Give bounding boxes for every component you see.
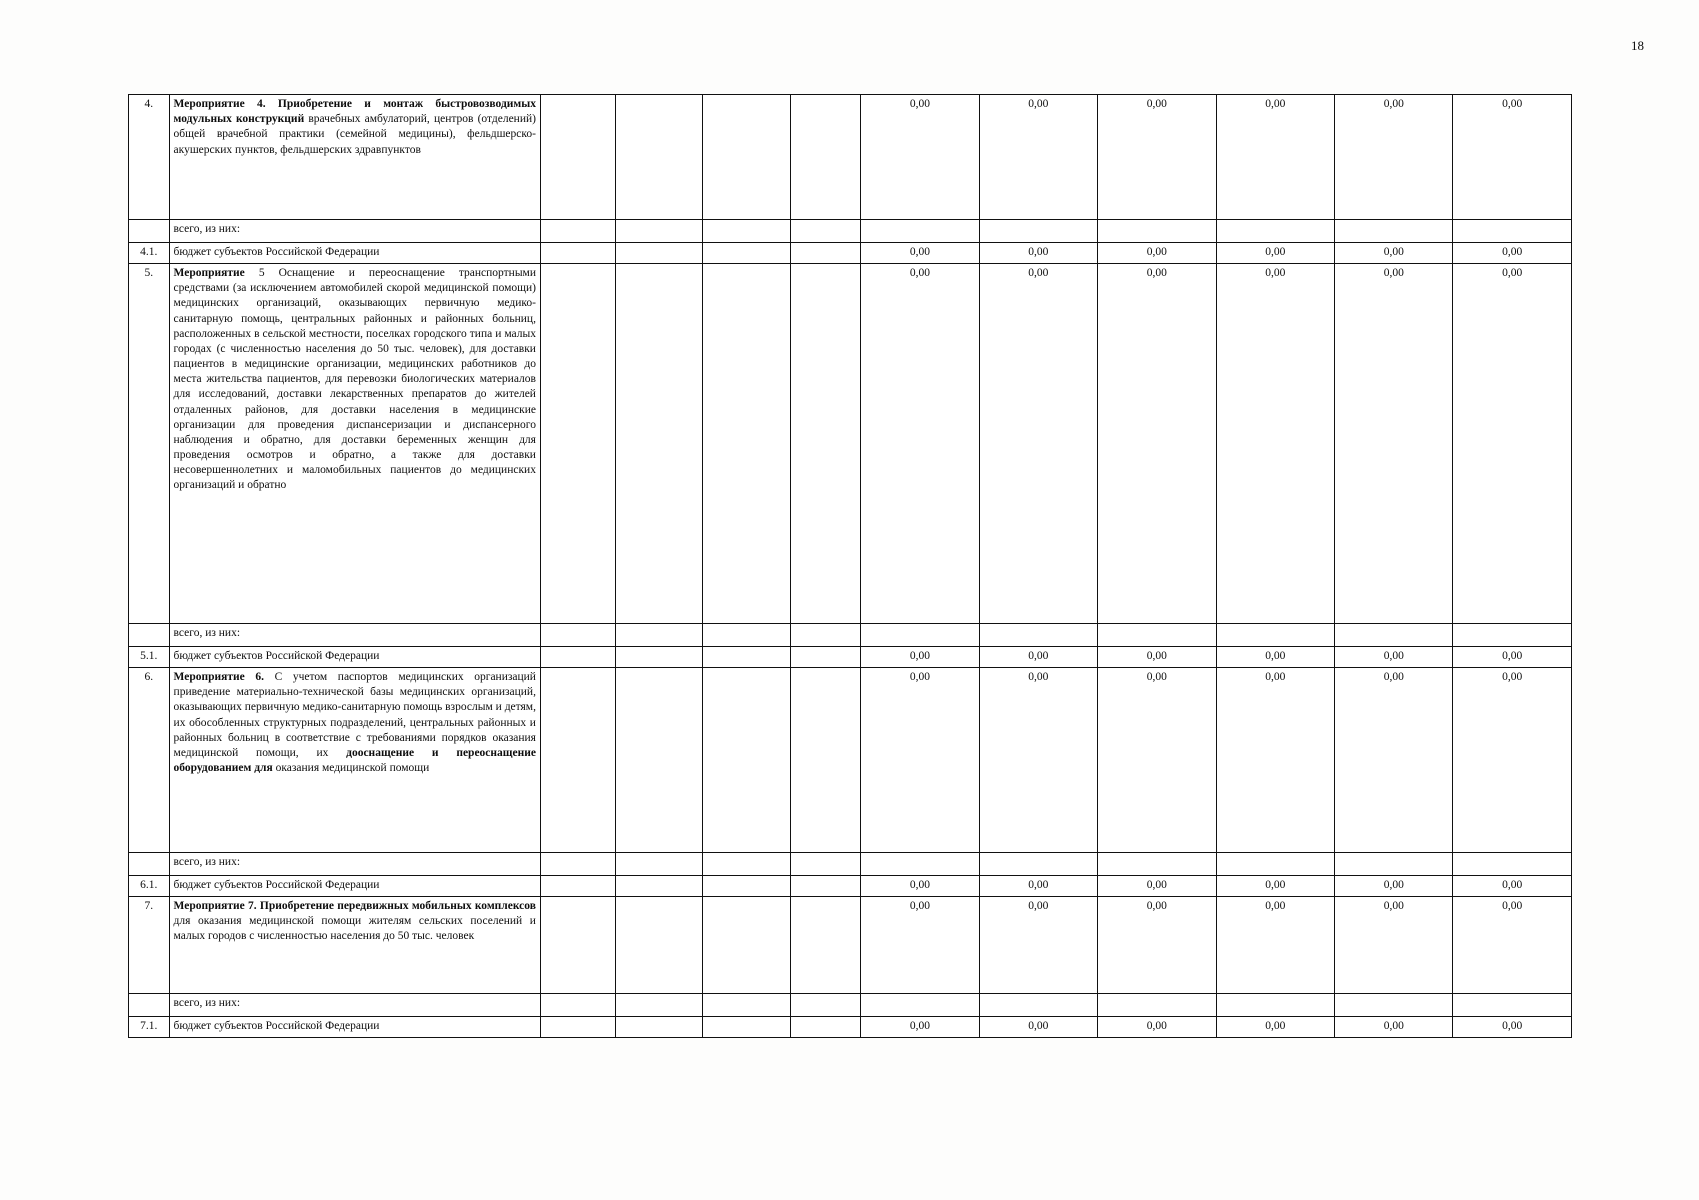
value-cell bbox=[979, 220, 1097, 243]
value-cell bbox=[1216, 994, 1334, 1017]
empty-cell bbox=[703, 994, 791, 1017]
value-cell bbox=[1335, 624, 1453, 647]
table-row bbox=[129, 243, 1572, 264]
row-name-rest: С учетом паспортов медицинских организаций приведение материально-технической базы медицинских организаций, оказывающих первичную медико-санитарную помощь взрослым и детям, их обособленных структурных подразделений, центральных районных и районных больниц в соответствие с требованиями порядков оказания медицинской помощи, их bbox=[173, 671, 536, 759]
value-cell: 0,00 bbox=[979, 264, 1097, 624]
empty-cell bbox=[540, 243, 615, 264]
empty-cell bbox=[615, 624, 703, 647]
empty-cell bbox=[703, 1017, 791, 1038]
value-cell: 0,00 bbox=[1098, 668, 1216, 853]
value-cell: 0,00 bbox=[1335, 95, 1453, 220]
value-cell bbox=[979, 853, 1097, 876]
value-cell: 0,00 bbox=[979, 243, 1097, 264]
empty-cell bbox=[540, 220, 615, 243]
row-number: 6. bbox=[129, 668, 170, 853]
value-cell: 0,00 bbox=[1098, 243, 1216, 264]
row-number bbox=[129, 220, 170, 243]
empty-cell bbox=[615, 668, 703, 853]
value-cell: 0,00 bbox=[1335, 876, 1453, 897]
table-row bbox=[129, 994, 1572, 1017]
financial-table-container bbox=[128, 94, 1572, 1038]
value-cell: 0,00 bbox=[1453, 264, 1572, 624]
table-row bbox=[129, 876, 1572, 897]
row-name: бюджет субъектов Российской Федерации bbox=[169, 876, 540, 897]
value-cell bbox=[861, 220, 979, 243]
empty-cell bbox=[615, 853, 703, 876]
value-cell bbox=[1335, 220, 1453, 243]
row-name bbox=[169, 95, 540, 220]
value-cell bbox=[1216, 220, 1334, 243]
row-number bbox=[129, 853, 170, 876]
table-row bbox=[129, 853, 1572, 876]
value-cell: 0,00 bbox=[1453, 668, 1572, 853]
value-cell bbox=[1453, 220, 1572, 243]
value-cell bbox=[1216, 853, 1334, 876]
page-number: 18 bbox=[1631, 38, 1644, 53]
table-row bbox=[129, 95, 1572, 220]
value-cell: 0,00 bbox=[1335, 668, 1453, 853]
empty-cell bbox=[703, 95, 791, 220]
value-cell bbox=[1453, 853, 1572, 876]
row-number: 7. bbox=[129, 897, 170, 994]
value-cell: 0,00 bbox=[861, 264, 979, 624]
empty-cell bbox=[615, 1017, 703, 1038]
empty-cell bbox=[540, 876, 615, 897]
empty-cell bbox=[615, 220, 703, 243]
empty-cell bbox=[790, 220, 860, 243]
value-cell bbox=[861, 624, 979, 647]
row-name: всего, из них: bbox=[169, 220, 540, 243]
empty-cell bbox=[703, 647, 791, 668]
value-cell: 0,00 bbox=[1098, 647, 1216, 668]
empty-cell bbox=[703, 624, 791, 647]
value-cell: 0,00 bbox=[979, 897, 1097, 994]
value-cell: 0,00 bbox=[861, 668, 979, 853]
row-name-rest: для оказания медицинской помощи жителям сельских поселений и малых городов с численностью населения до 50 тыс. человек bbox=[173, 915, 536, 943]
value-cell: 0,00 bbox=[861, 647, 979, 668]
row-number bbox=[129, 994, 170, 1017]
value-cell: 0,00 bbox=[861, 95, 979, 220]
row-name: всего, из них: bbox=[169, 853, 540, 876]
empty-cell bbox=[540, 994, 615, 1017]
value-cell: 0,00 bbox=[1216, 876, 1334, 897]
empty-cell bbox=[703, 668, 791, 853]
value-cell: 0,00 bbox=[1216, 897, 1334, 994]
row-name bbox=[169, 264, 540, 624]
value-cell: 0,00 bbox=[1098, 897, 1216, 994]
value-cell bbox=[1098, 853, 1216, 876]
table-row bbox=[129, 647, 1572, 668]
value-cell: 0,00 bbox=[979, 95, 1097, 220]
empty-cell bbox=[615, 264, 703, 624]
empty-cell bbox=[540, 264, 615, 624]
empty-cell bbox=[790, 994, 860, 1017]
row-number: 4. bbox=[129, 95, 170, 220]
row-name bbox=[169, 897, 540, 994]
empty-cell bbox=[790, 647, 860, 668]
row-name: бюджет субъектов Российской Федерации bbox=[169, 647, 540, 668]
value-cell: 0,00 bbox=[979, 876, 1097, 897]
value-cell: 0,00 bbox=[1216, 95, 1334, 220]
empty-cell bbox=[540, 95, 615, 220]
row-name-tail: оказания медицинской помощи bbox=[272, 762, 430, 775]
value-cell: 0,00 bbox=[1216, 264, 1334, 624]
empty-cell bbox=[790, 264, 860, 624]
value-cell: 0,00 bbox=[1098, 264, 1216, 624]
empty-cell bbox=[790, 853, 860, 876]
empty-cell bbox=[615, 994, 703, 1017]
value-cell bbox=[861, 853, 979, 876]
row-name: всего, из них: bbox=[169, 994, 540, 1017]
empty-cell bbox=[703, 853, 791, 876]
value-cell: 0,00 bbox=[1216, 647, 1334, 668]
value-cell: 0,00 bbox=[861, 1017, 979, 1038]
table-row bbox=[129, 624, 1572, 647]
row-name-bold: Мероприятие 6. bbox=[173, 671, 264, 683]
value-cell: 0,00 bbox=[1453, 95, 1572, 220]
value-cell: 0,00 bbox=[1335, 264, 1453, 624]
row-name-bold-tail: дооснащение и переоснащение оборудованием для bbox=[173, 746, 536, 775]
value-cell bbox=[979, 994, 1097, 1017]
empty-cell bbox=[703, 243, 791, 264]
empty-cell bbox=[615, 876, 703, 897]
row-name-bold: Мероприятие 4. Приобретение и монтаж быстровозводимых модульных конструкций bbox=[173, 98, 536, 126]
empty-cell bbox=[615, 95, 703, 220]
empty-cell bbox=[540, 897, 615, 994]
value-cell: 0,00 bbox=[1216, 243, 1334, 264]
empty-cell bbox=[540, 624, 615, 647]
row-name-bold: Мероприятие 7. Приобретение передвижных мобильных комплексов bbox=[173, 900, 536, 912]
row-name: бюджет субъектов Российской Федерации bbox=[169, 243, 540, 264]
value-cell bbox=[1098, 624, 1216, 647]
value-cell: 0,00 bbox=[1098, 876, 1216, 897]
empty-cell bbox=[790, 624, 860, 647]
value-cell: 0,00 bbox=[1098, 95, 1216, 220]
empty-cell bbox=[790, 897, 860, 994]
value-cell: 0,00 bbox=[1453, 876, 1572, 897]
table-row bbox=[129, 220, 1572, 243]
value-cell bbox=[979, 624, 1097, 647]
table-row bbox=[129, 264, 1572, 624]
value-cell: 0,00 bbox=[979, 1017, 1097, 1038]
value-cell bbox=[861, 994, 979, 1017]
value-cell: 0,00 bbox=[1098, 1017, 1216, 1038]
empty-cell bbox=[790, 243, 860, 264]
value-cell: 0,00 bbox=[979, 668, 1097, 853]
table-row bbox=[129, 897, 1572, 994]
value-cell bbox=[1453, 994, 1572, 1017]
row-number bbox=[129, 624, 170, 647]
empty-cell bbox=[703, 876, 791, 897]
value-cell: 0,00 bbox=[1216, 668, 1334, 853]
row-number: 4.1. bbox=[129, 243, 170, 264]
value-cell bbox=[1098, 994, 1216, 1017]
empty-cell bbox=[540, 647, 615, 668]
empty-cell bbox=[615, 897, 703, 994]
value-cell bbox=[1453, 624, 1572, 647]
value-cell: 0,00 bbox=[1453, 897, 1572, 994]
value-cell: 0,00 bbox=[861, 243, 979, 264]
table-row bbox=[129, 1017, 1572, 1038]
empty-cell bbox=[703, 220, 791, 243]
table-row bbox=[129, 668, 1572, 853]
value-cell: 0,00 bbox=[1453, 1017, 1572, 1038]
empty-cell bbox=[540, 1017, 615, 1038]
empty-cell bbox=[703, 897, 791, 994]
value-cell: 0,00 bbox=[1216, 1017, 1334, 1038]
row-name-rest: врачебных амбулаторий, центров (отделений) общей врачебной практики (семейной медицины), фельдшерско-акушерских пунктов, фельдшерских здравпунктов bbox=[173, 113, 536, 156]
empty-cell bbox=[790, 1017, 860, 1038]
row-name-rest: 5 Оснащение и переоснащение транспортными средствами (за исключением автомобилей скорой медицинской помощи) медицинских организаций, оказывающих первичную медико-санитарную помощь, центральных районных и районных больниц, расположенных в сельской местности, поселках городского типа и малых городах (с численностью населения до 50 тыс. человек), для доставки пациентов в медицинские организации, медицинских работников до места жительства пациентов, для перевозки биологических материалов для исследований, доставки лекарственных препаратов до жителей отдаленных районов, для доставки населения в медицинские организации для проведения диспансеризации и диспансерного наблюдения и обратно, для доставки беременных женщин для проведения осмотров и обратно, а также для доставки несовершеннолетних и маломобильных пациентов до медицинских организаций и обратно bbox=[173, 267, 536, 492]
value-cell: 0,00 bbox=[1335, 243, 1453, 264]
value-cell: 0,00 bbox=[1335, 647, 1453, 668]
value-cell: 0,00 bbox=[1335, 897, 1453, 994]
value-cell: 0,00 bbox=[1453, 647, 1572, 668]
value-cell bbox=[1216, 624, 1334, 647]
row-name: всего, из них: bbox=[169, 624, 540, 647]
empty-cell bbox=[790, 95, 860, 220]
value-cell: 0,00 bbox=[1453, 243, 1572, 264]
empty-cell bbox=[790, 876, 860, 897]
empty-cell bbox=[540, 668, 615, 853]
value-cell bbox=[1335, 994, 1453, 1017]
value-cell: 0,00 bbox=[861, 876, 979, 897]
empty-cell bbox=[540, 853, 615, 876]
row-name: бюджет субъектов Российской Федерации bbox=[169, 1017, 540, 1038]
empty-cell bbox=[703, 264, 791, 624]
value-cell: 0,00 bbox=[861, 897, 979, 994]
empty-cell bbox=[790, 668, 860, 853]
row-number: 5. bbox=[129, 264, 170, 624]
value-cell: 0,00 bbox=[979, 647, 1097, 668]
row-name bbox=[169, 668, 540, 853]
financial-table bbox=[128, 94, 1572, 1038]
value-cell: 0,00 bbox=[1335, 1017, 1453, 1038]
value-cell bbox=[1335, 853, 1453, 876]
empty-cell bbox=[615, 647, 703, 668]
row-number: 7.1. bbox=[129, 1017, 170, 1038]
row-number: 5.1. bbox=[129, 647, 170, 668]
empty-cell bbox=[615, 243, 703, 264]
row-number: 6.1. bbox=[129, 876, 170, 897]
value-cell bbox=[1098, 220, 1216, 243]
row-name-bold: Мероприятие bbox=[173, 267, 245, 279]
